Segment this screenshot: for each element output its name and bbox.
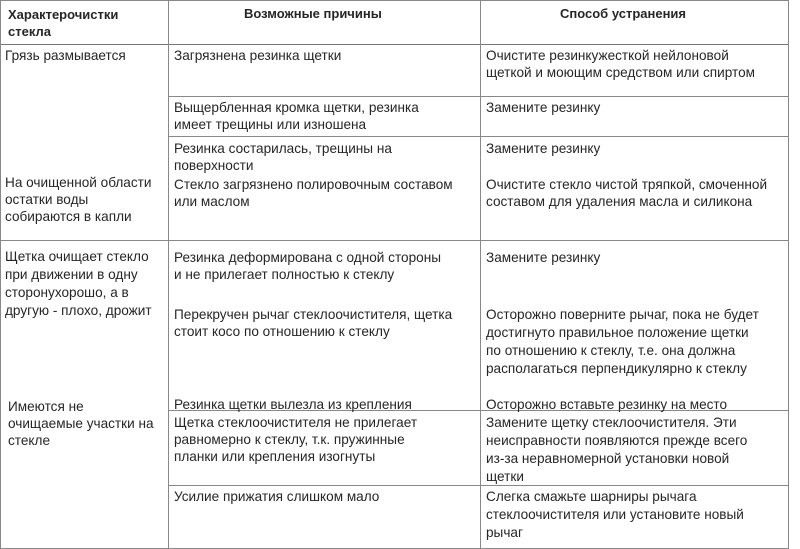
remedy-clean-rubber: Очистите резинкужесткой нейлоновой щеткой и моющим средством или спиртом [486,48,755,80]
group-divider [0,240,788,241]
remedy-lubricate-arm: Слегка смажьте шарниры рычага стеклоочистителя или установите новый рычаг [486,489,744,540]
row-divider [168,96,788,97]
remedy-replace-rubber: Замените резинку [486,100,601,115]
header-divider [0,44,788,45]
row-divider [168,136,788,137]
remedy-turn-arm: Осторожно поверните рычаг, пока не будет достигнуто правильное положение щетки по отношению к стеклу, т.е. она должна располагаться перпендикулярно к стеклу [486,307,759,376]
cause-low-pressure: Усилие прижатия слишком мало [174,489,380,504]
remedy-replace-blade: Замените щетку стеклоочистителя. Эти неисправности появляются прежде всего из-за неравномерной установки новой щетки [486,415,748,484]
remedy-clean-glass: Очистите стекло чистой тряпкой, смоченной составом для удаления масла и силикона [486,177,768,209]
table-border-right [788,0,789,549]
remedy-reinsert-rubber: Осторожно вставьте резинку на место [486,397,728,412]
cause-deformed-rubber: Резинка деформирована с одной стороны и не прилегает полностью к стеклу [174,250,442,282]
table-border-left [0,0,1,549]
symptom-streaking: Грязь размывается [5,48,126,63]
column-divider-2 [480,0,481,549]
remedy-replace-rubber: Замените резинку [486,250,601,265]
cause-aged-rubber: Резинка состарилась, трещины на поверхности [174,141,392,173]
table-border-top [0,0,788,1]
header-remedy: Способ устранения [560,6,687,21]
header-symptom: Характерочистки стекла [8,7,119,39]
header-possible-causes: Возможные причины [244,6,382,21]
cause-rubber-out-of-holder: Резинка щетки вылезла из крепления [174,397,412,412]
symptom-water-beads: На очищенной области остатки воды собираются в капли [5,175,152,224]
cause-bent-springs: Щетка стеклоочистителя не прилегает равномерно к стеклу, т.к. пружинные планки или крепления изогнуты [174,415,418,464]
remedy-replace-rubber: Замените резинку [486,141,601,156]
symptom-unwiped-areas: Имеются не очищаемые участки на стекле [8,399,154,448]
cause-dirty-rubber: Загрязнена резинка щетки [174,48,342,63]
cause-worn-edge: Выщербленная кромка щетки, резинка имеет трещины или изношена [174,100,419,132]
symptom-uneven-wiping: Щетка очищает стекло при движении в одну сторонухорошо, а в другую - плохо, дрожит [5,249,152,318]
column-divider-1 [168,0,169,549]
cause-twisted-arm: Перекручен рычаг стеклоочистителя, щетка стоит косо по отношению к стеклу [174,307,453,339]
cause-polish-on-glass: Стекло загрязнено полировочным составом или маслом [174,177,453,209]
